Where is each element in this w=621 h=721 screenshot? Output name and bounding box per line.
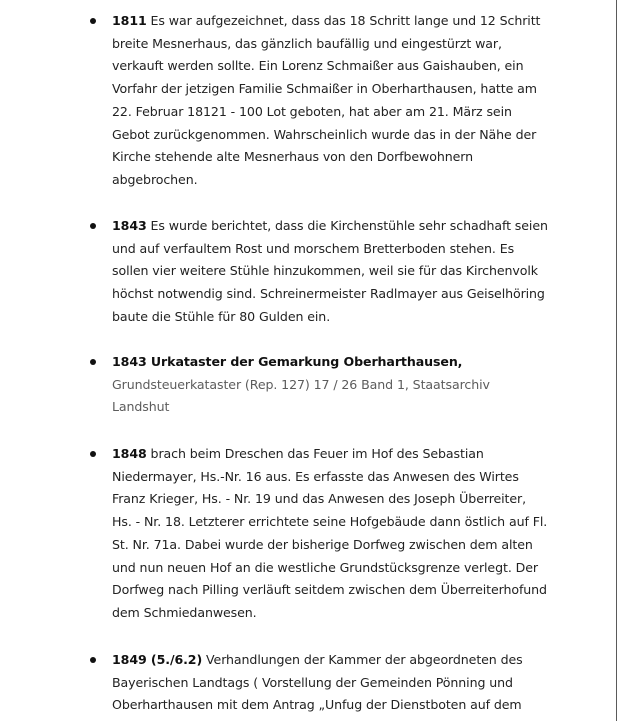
bullet-icon <box>90 18 96 24</box>
entry-year: 1849 (5./6.2) <box>112 652 203 667</box>
bullet-icon <box>90 359 96 365</box>
entry-year: 1848 <box>112 446 147 461</box>
page-edge <box>616 0 617 721</box>
entry-text: brach beim Dreschen das Feuer im Hof des Sebastian Niedermayer, Hs.-Nr. 16 aus. Es erfasste das Anwesen des Wirtes Franz Krieger, Hs. - Nr. 19 und das Anwesen des Joseph Überreiter, Hs. - Nr. 18. Letzterer errichtete seine Hofgebäude dann östlich auf Fl. St. Nr. 71a. Dabei wurde der bisherige Dorfweg zwischen dem alten und nun neuen Hof an die westliche Grundstücksgrenze verlegt. Der Dorfweg nach Pilling verläuft seitdem zwischen dem Überreiterhofund dem Schmiedanwesen. <box>112 446 548 620</box>
bullet-icon <box>90 451 96 457</box>
list-item-1811 <box>112 10 548 192</box>
entry-text: Verhandlungen der Kammer der abgeordneten des Bayerischen Landtags ( Vorstellung der Gemeinden Pönning und Oberharthausen mit dem Antrag „Unfug der Dienstboten auf dem <box>112 652 523 713</box>
entry-year: 1811 <box>112 13 147 28</box>
list-item-1843-urkataster <box>112 351 548 419</box>
bullet-icon <box>90 657 96 663</box>
bullet-icon <box>90 223 96 229</box>
list-item-1848 <box>112 443 548 625</box>
list-item-1849 <box>112 649 548 717</box>
entry-title: 1843 Urkataster der Gemarkung Oberharthausen, <box>112 354 463 369</box>
entry-year: 1843 <box>112 218 147 233</box>
entry-text: Es war aufgezeichnet, dass das 18 Schritt lange und 12 Schritt breite Mesnerhaus, das gänzlich baufällig und eingestürzt war, verkauft werden sollte. Ein Lorenz Schmaißer aus Gaishauben, ein Vorfahr der jetzigen Familie Schmaißer in Oberharthausen, hatte am 22. Februar 18121 - 100 Lot geboten, hat aber am 21. März sein Gebot zurückgenommen. Wahrscheinlich wurde das in der Nähe der Kirche stehende alte Mesnerhaus von den Dorfbewohnern abgebrochen. <box>112 13 541 187</box>
list-item-1843-kirchenstuehle <box>112 215 548 329</box>
entry-text: Es wurde berichtet, dass die Kirchenstühle sehr schadhaft seien und auf verfaultem Rost und morschem Bretterboden stehen. Es sollen vier weitere Stühle hinzukommen, weil sie für das Kirchenvolk höchst notwendig sind. Schreinermeister Radlmayer aus Geiselhöring baute die Stühle für 80 Gulden ein. <box>112 218 548 324</box>
entry-source: Grundsteuerkataster (Rep. 127) 17 / 26 Band 1, Staatsarchiv Landshut <box>112 376 490 415</box>
